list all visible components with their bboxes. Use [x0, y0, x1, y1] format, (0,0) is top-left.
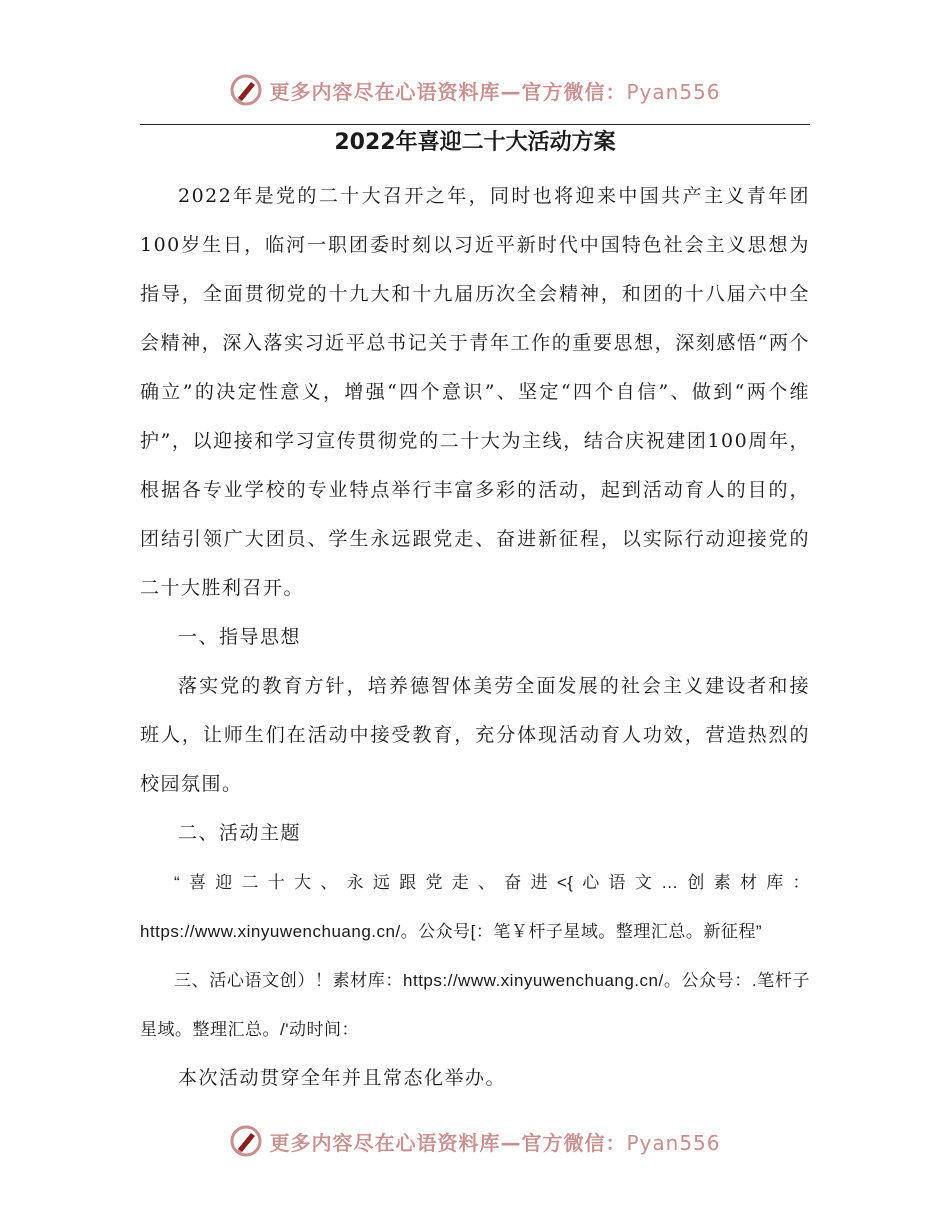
banner-slogan: 更多内容尽在心语资料库—官方微信： [269, 1130, 627, 1155]
section1-paragraph: 落实党的教育方针，培养德智体美劳全面发展的社会主义建设者和接班人，让师生们在活动中接受教育，充分体现活动育人功效，营造热烈的校园氛围。 [140, 675, 810, 795]
header-watermark-banner [0, 70, 950, 110]
header-divider [140, 124, 810, 125]
section2-heading: 二、活动主题 [178, 822, 302, 844]
banner-text [269, 1127, 720, 1156]
pen-logo-icon [229, 1124, 263, 1158]
section2-paragraph: “喜迎二十大、永远跟党走、奋进<{心语文…创素材库：https://www.xinyuwenchuang.cn/。公众号[：笔￥杆子星域。整理汇总。新征程” [140, 873, 810, 941]
banner-wechat-id: Pyan556 [626, 79, 721, 104]
document-title: 2022年喜迎二十大活动方案 [334, 130, 616, 155]
document-body [140, 172, 810, 1103]
intro-paragraph: 2022年是党的二十大召开之年，同时也将迎来中国共产主义青年团100岁生日，临河一职团委时刻以习近平新时代中国特色社会主义思想为指导，全面贯彻党的十九大和十九届历次全会精神，和团的十八届六中全会精神，深入落实习近平总书记关于青年工作的重要思想，深刻感悟“两个确立”的决定性意义，增强“四个意识”、坚定“四个自信”、做到“两个维护”，以迎接和学习宣传贯彻党的二十大为主线，结合庆祝建团100周年，根据各专业学校的专业特点举行丰富多彩的活动，起到活动育人的目的，团结引领广大团员、学生永远跟党走、奋进新征程，以实际行动迎接党的二十大胜利召开。 [140, 185, 810, 599]
pen-logo-icon [229, 73, 263, 107]
footer-watermark-banner [0, 1121, 950, 1161]
section1-heading: 一、指导思想 [178, 626, 302, 648]
banner-wechat-id: Pyan556 [626, 1130, 721, 1155]
banner-text [269, 76, 720, 105]
section3-heading: 三、活心语文创）！素材库：https://www.xinyuwenchuang.cn/。公众号：.笔杆子星域。整理汇总。/'动时间： [140, 971, 810, 1039]
section3-paragraph: 本次活动贯穿全年并且常态化举办。 [178, 1067, 507, 1089]
banner-slogan: 更多内容尽在心语资料库—官方微信： [269, 79, 627, 104]
